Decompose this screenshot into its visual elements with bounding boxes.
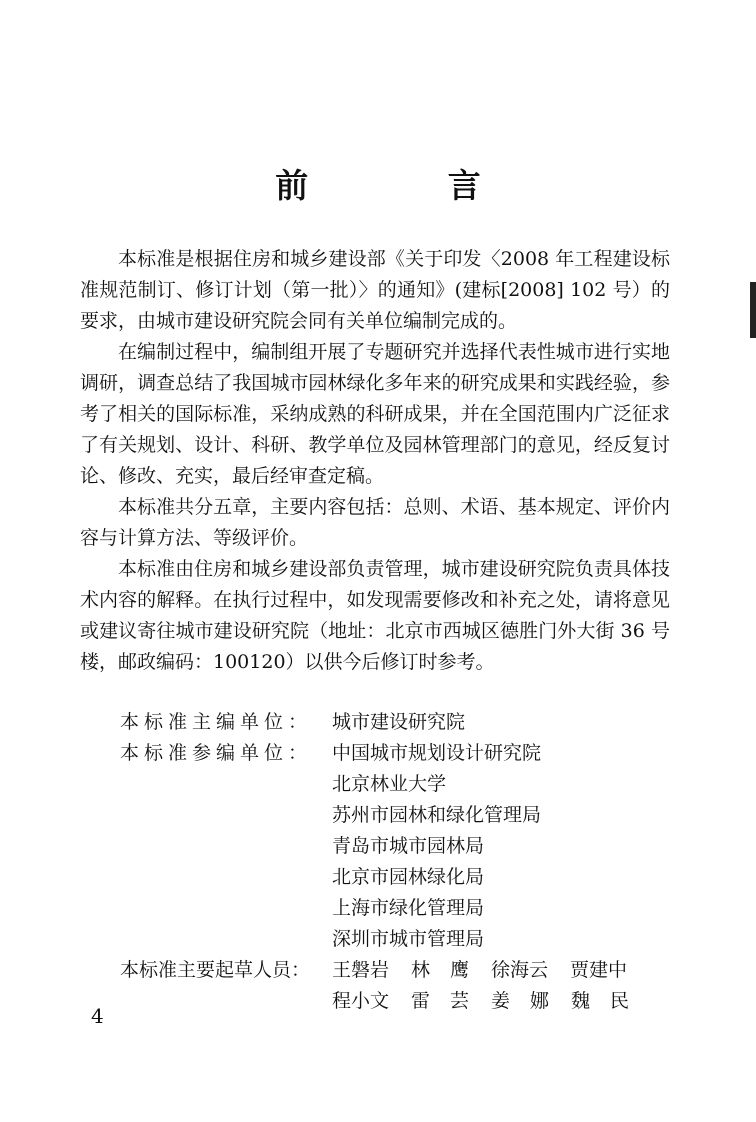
participating-unit-row (120, 862, 680, 893)
paragraph-1: 本标准是根据住房和城乡建设部《关于印发〈2008 年工程建设标准规范制订、修订计划（第一批）〉的通知》(建标[2008] 102 号）的要求，由城市建设研究院会同有关单位编制完成的。 (80, 248, 670, 332)
drafter-name: 魏民 (571, 990, 650, 1012)
participating-unit-value: 苏州市园林和绿化管理局 (332, 804, 542, 826)
paragraph-3: 本标准共分五章，主要内容包括：总则、术语、基本规定、评价内容与计算方法、等级评价。 (80, 496, 670, 549)
drafter-name: 程小文 (332, 990, 390, 1012)
participating-unit-value: 深圳市城市管理局 (332, 928, 485, 950)
participating-unit-row (120, 893, 680, 924)
participating-unit-row (120, 831, 680, 862)
editor-unit-value: 城市建设研究院 (332, 711, 466, 733)
drafter-name: 林鹰 (411, 959, 490, 981)
participating-unit-value: 青岛市城市园林局 (332, 835, 485, 857)
drafters-label: 本标准主要起草人员： (120, 959, 311, 981)
participating-unit-value: 中国城市规划设计研究院 (332, 742, 542, 764)
participating-unit-row (120, 924, 680, 955)
paragraph-2: 在编制过程中，编制组开展了专题研究并选择代表性城市进行实地调研，调查总结了我国城市园林绿化多年来的研究成果和实践经验，参考了相关的国际标准，采纳成熟的科研成果，并在全国范围内广泛征求了有关规划、设计、科研、教学单位及园林管理部门的意见，经反复讨论、修改、充实，最后经审查定稿。 (80, 341, 670, 487)
drafter-name: 徐海云 (491, 959, 549, 981)
drafter-name: 王磐岩 (332, 959, 390, 981)
editor-unit-label: 本标准主编单位： (120, 711, 313, 733)
drafters-names-2 (332, 986, 680, 1017)
paragraph-4: 本标准由住房和城乡建设部负责管理，城市建设研究院负责具体技术内容的解释。在执行过程中，如发现需要修改和补充之处，请将意见或建议寄往城市建设研究院（地址：北京市西城区德胜门外大街 36 号楼，邮政编码：100120）以供今后修订时参考。 (80, 558, 670, 673)
page-title: 前 言 (275, 166, 545, 205)
participating-unit-value: 北京林业大学 (332, 773, 447, 795)
editor-unit-row (120, 707, 680, 738)
drafter-name: 雷芸 (411, 990, 490, 1012)
drafter-name: 姜娜 (491, 990, 570, 1012)
participating-unit-label: 本标准参编单位： (120, 742, 313, 764)
scan-edge-mark (750, 282, 756, 338)
participating-unit-row (120, 738, 680, 769)
page-number: 4 (91, 1004, 104, 1028)
drafters-names-1 (332, 955, 680, 986)
units-section (120, 707, 680, 1017)
body-text (80, 244, 670, 678)
participating-unit-value: 北京市园林绿化局 (332, 866, 485, 888)
drafter-name: 贾建中 (570, 959, 628, 981)
drafters-row-1 (120, 955, 680, 986)
participating-unit-row (120, 769, 680, 800)
participating-unit-row (120, 800, 680, 831)
drafters-row-2 (120, 986, 680, 1017)
participating-unit-value: 上海市绿化管理局 (332, 897, 485, 919)
